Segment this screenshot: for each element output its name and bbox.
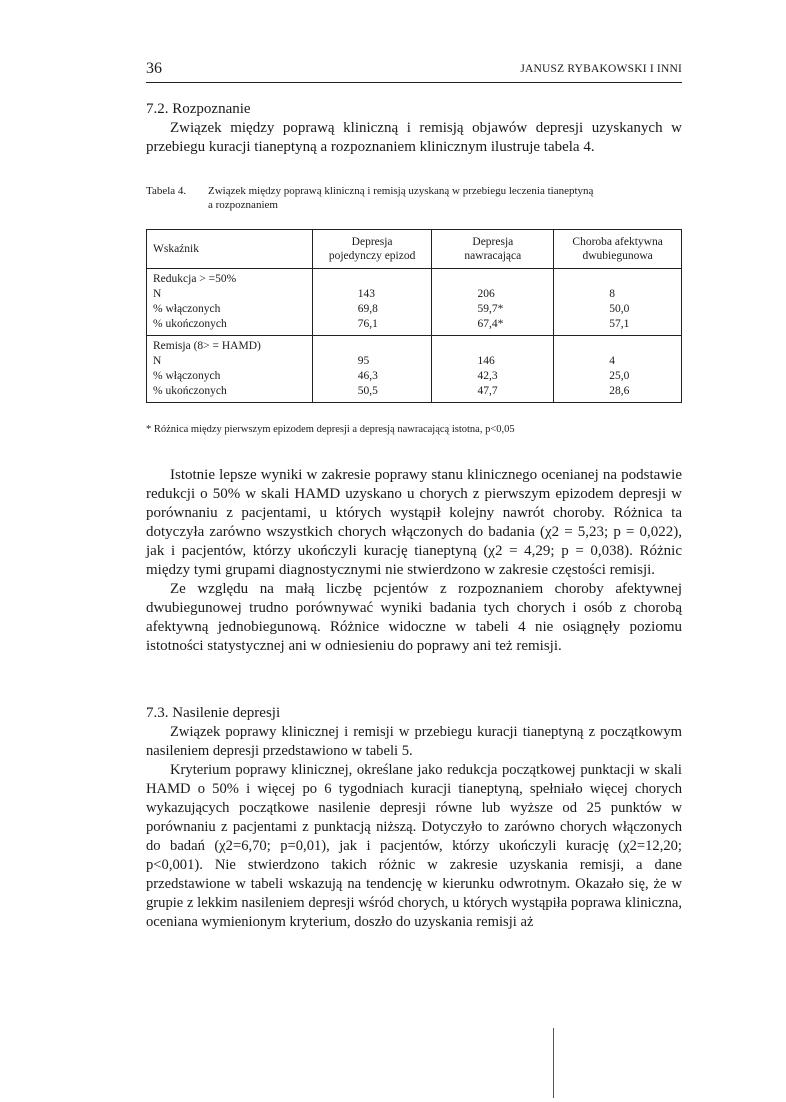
row-label: N	[153, 288, 162, 300]
section-7-3	[146, 704, 682, 932]
cell: 28,6	[609, 385, 630, 397]
cell: 8	[609, 288, 615, 300]
section-7-2	[146, 100, 682, 157]
group-labels	[147, 336, 313, 403]
table-4	[146, 229, 682, 403]
section-title: 7.3. Nasilenie depresji	[146, 705, 281, 721]
group-title: Redukcja > =50%	[153, 273, 237, 285]
row-label: % włączonych	[153, 370, 221, 382]
table-group-remission	[147, 336, 682, 403]
row-label: N	[153, 355, 162, 367]
cell: 206	[477, 288, 495, 300]
group-col-bipolar	[554, 336, 682, 403]
cell: 50,0	[609, 303, 630, 315]
header-single-episode: Depresja pojedynczy epizod	[312, 230, 432, 269]
cell: 25,0	[609, 370, 630, 382]
cell: 59,7*	[477, 303, 504, 315]
cell: 57,1	[609, 318, 630, 330]
cell: 67,4*	[477, 318, 504, 330]
cell: 143	[357, 288, 375, 300]
margin-mark	[553, 1028, 554, 1098]
row-label: % ukończonych	[153, 385, 227, 397]
row-label: % włączonych	[153, 303, 221, 315]
body-paragraph: Związek poprawy klinicznej i remisji w przebiegu kuracji tianeptyną z początkowym nasileniem depresji przedstawiono w tabeli 5.	[146, 724, 682, 759]
table-footnote: * Różnica między pierwszym epizodem depresji a depresją nawracającą istotna, p<0,05	[146, 424, 515, 435]
group-labels	[147, 269, 313, 336]
cell: 69,8	[357, 303, 378, 315]
group-col-single	[312, 336, 432, 403]
row-label: % ukończonych	[153, 318, 227, 330]
cell: 42,3	[477, 370, 498, 382]
body-paragraph: Ze względu na małą liczbę pcjentów z rozpoznaniem choroby afektywnej dwubiegunowej trudno porównywać wyniki badania tych chorych i osób z chorobą afektywną jednobiegunową. Różnice widoczne w tabeli 4 nie osiągnęły poziomu istotności statystycznej ani w odniesieniu do poprawy ani też remisji.	[146, 581, 682, 654]
cell: 4	[609, 355, 615, 367]
table-caption	[146, 184, 682, 212]
cell: 76,1	[357, 318, 378, 330]
table-caption-line1: Związek między poprawą kliniczną i remisją uzyskaną w przebiegu leczenia tianeptyną	[208, 185, 594, 197]
header-indicator: Wskaźnik	[147, 230, 313, 269]
group-col-bipolar	[554, 269, 682, 336]
cell: 146	[477, 355, 495, 367]
cell: 46,3	[357, 370, 378, 382]
running-header	[146, 60, 682, 83]
group-title: Remisja (8> = HAMD)	[153, 340, 261, 352]
group-col-single	[312, 269, 432, 336]
group-col-recurrent	[432, 269, 554, 336]
body-paragraph: Kryterium poprawy klinicznej, określane jako redukcja początkowej punktacji w skali HAMD o 50% i więcej po 6 tygodniach kuracji tianeptyną, spełniało więcej chorych wykazujących początkowe nasilenie depresji równe lub wyższe od 25 punktów w porównaniu z pacjentami z punktacją niższą. Dotyczyło to zarówno chorych włączonych do badań (χ2=6,70; p=0,01), jak i pacjentów, którzy ukończyli kurację (χ2=12,20; p<0,001). Nie stwierdzono takich różnic w zakresie uzyskania remisji, a dane przedstawione w tabeli wskazują na tendencję w kierunku odwrotnym. Okazało się, że w grupie z lekkim nasileniem depresji wśród chorych, u których wystąpiła poprawa kliniczna, oceniana wymienionym kryterium, doszło do uzyskania remisji aż	[146, 762, 682, 930]
cell: 50,5	[357, 385, 378, 397]
table-header-row	[147, 230, 682, 269]
cell: 47,7	[477, 385, 498, 397]
section-intro-paragraph: Związek między poprawą kliniczną i remisją objawów depresji uzyskanych w przebiegu kuracji tianeptyną a rozpoznaniem klinicznym ilustruje tabela 4.	[146, 120, 682, 155]
running-head-authors: JANUSZ RYBAKOWSKI I INNI	[520, 63, 682, 75]
section-title: 7.2. Rozpoznanie	[146, 101, 251, 117]
header-recurrent: Depresja nawracająca	[432, 230, 554, 269]
results-discussion	[146, 466, 682, 656]
header-bipolar: Choroba afektywna dwubiegunowa	[554, 230, 682, 269]
table-group-reduction	[147, 269, 682, 336]
table-label: Tabela 4.	[146, 185, 187, 197]
group-col-recurrent	[432, 336, 554, 403]
table-caption-line2: a rozpoznaniem	[208, 199, 278, 211]
body-paragraph: Istotnie lepsze wyniki w zakresie poprawy stanu klinicznego ocenianej na podstawie redukcji o 50% w skali HAMD uzyskano u chorych z pierwszym epizodem depresji w porównaniu z pacjentami, u których wystąpił kolejny nawrót choroby. Różnica ta dotyczyła zarówno wszystkich chorych włączonych do badania (χ2 = 5,23; p = 0,022), jak i pacjentów, którzy ukończyli kurację tianeptyną (χ2 = 4,29; p = 0,038). Różnic między tymi grupami diagnostycznymi nie stwierdzono w zakresie częstości remisji.	[146, 467, 682, 578]
cell: 95	[357, 355, 370, 367]
page-number: 36	[146, 60, 162, 77]
